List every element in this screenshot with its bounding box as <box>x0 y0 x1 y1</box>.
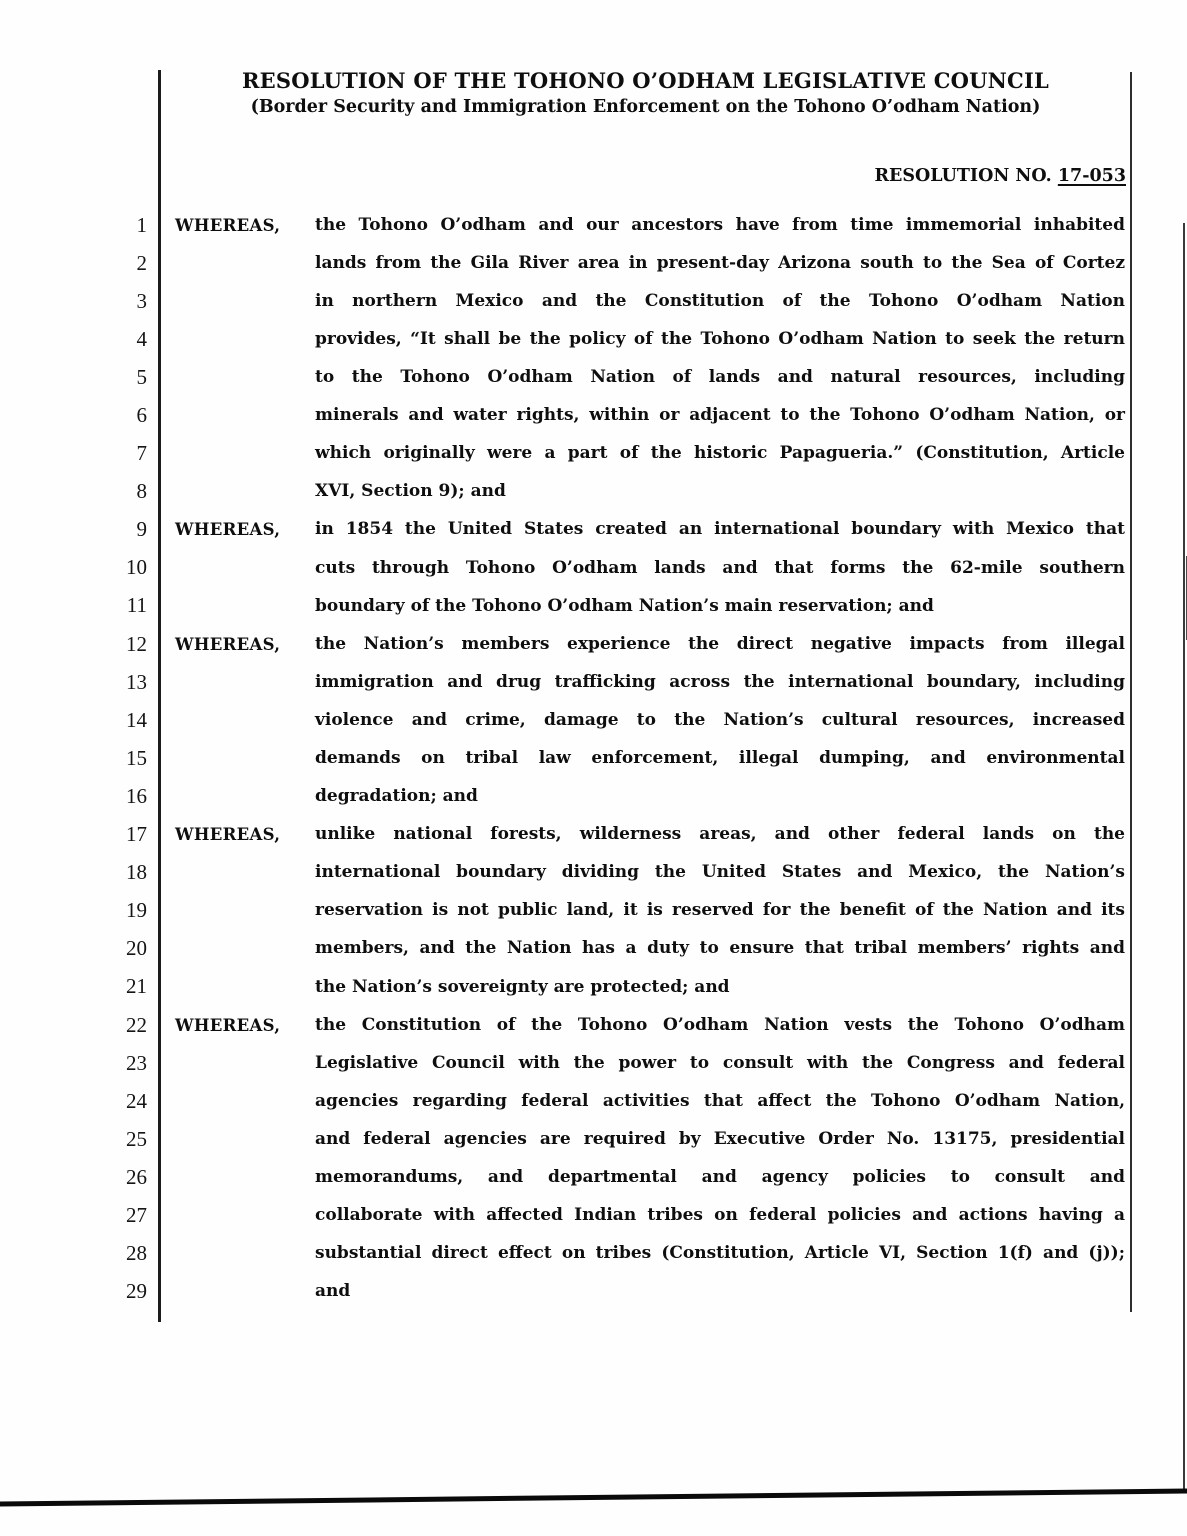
bottom-page-edge-line <box>0 1478 1187 1518</box>
resolution-number-value: 17-053 <box>1057 166 1126 186</box>
line-number: 8 <box>136 479 147 504</box>
line-text: violence and crime, damage to the Nation’s cultural resources, increased <box>315 709 1125 730</box>
document-line-row <box>0 1082 1187 1120</box>
line-text: degradation; and <box>315 786 478 807</box>
line-text: provides, “It shall be the policy of the Tohono O’odham Nation to seek the return <box>315 328 1125 349</box>
line-text: cuts through Tohono O’odham lands and that forms the 62-mile southern <box>315 557 1125 578</box>
line-number: 14 <box>126 707 147 732</box>
line-text: minerals and water rights, within or adjacent to the Tohono O’odham Nation, or <box>315 405 1125 426</box>
document-line-row <box>0 358 1187 396</box>
line-number: 27 <box>126 1202 147 1227</box>
line-text: reservation is not public land, it is reserved for the benefit of the Nation and its <box>315 900 1125 921</box>
line-text: Legislative Council with the power to consult with the Congress and federal <box>315 1052 1125 1073</box>
line-number: 12 <box>126 631 147 656</box>
whereas-label: WHEREAS, <box>175 634 281 654</box>
line-text: substantial direct effect on tribes (Constitution, Article VI, Section 1(f) and (j)); <box>315 1243 1125 1264</box>
document-line-row <box>0 663 1187 701</box>
line-text: agencies regarding federal activities that affect the Tohono O’odham Nation, <box>315 1090 1125 1111</box>
line-number: 11 <box>126 593 147 618</box>
line-number: 19 <box>126 898 147 923</box>
document-header <box>160 68 1131 117</box>
line-number: 5 <box>136 364 147 389</box>
document-line-row <box>0 320 1187 358</box>
line-text: immigration and drug trafficking across the international boundary, including <box>315 671 1125 692</box>
line-text: the Tohono O’odham and our ancestors have from time immemorial inhabited <box>315 214 1125 235</box>
document-line-row <box>0 1273 1187 1311</box>
line-number: 29 <box>126 1279 147 1304</box>
document-line-row <box>0 1044 1187 1082</box>
document-line-row <box>0 930 1187 968</box>
whereas-label: WHEREAS, <box>175 215 281 235</box>
document-line-row <box>0 549 1187 587</box>
line-number: 7 <box>136 441 147 466</box>
document-line-row <box>0 1235 1187 1273</box>
document-line-row <box>0 473 1187 511</box>
line-number: 16 <box>126 783 147 808</box>
document-line-row <box>0 1158 1187 1196</box>
line-number: 28 <box>126 1241 147 1266</box>
document-line-row <box>0 1120 1187 1158</box>
document-line-row <box>0 1006 1187 1044</box>
line-number: 3 <box>136 288 147 313</box>
resolution-number <box>875 166 1126 186</box>
line-number: 15 <box>126 745 147 770</box>
line-text: to the Tohono O’odham Nation of lands and natural resources, including <box>315 367 1125 388</box>
document-line-row <box>0 511 1187 549</box>
line-text: in northern Mexico and the Constitution of the Tohono O’odham Nation <box>315 290 1125 311</box>
document-line-row <box>0 587 1187 625</box>
line-text: international boundary dividing the United States and Mexico, the Nation’s <box>315 862 1125 883</box>
line-number: 21 <box>126 974 147 999</box>
document-line-row <box>0 816 1187 854</box>
line-text: XVI, Section 9); and <box>315 481 506 502</box>
document-line-row <box>0 625 1187 663</box>
line-number: 24 <box>126 1088 147 1113</box>
document-line-row <box>0 892 1187 930</box>
document-line-row <box>0 1196 1187 1234</box>
line-rows <box>0 206 1187 1311</box>
document-line-row <box>0 435 1187 473</box>
line-number: 10 <box>126 555 147 580</box>
line-text: collaborate with affected Indian tribes on federal policies and actions having a <box>315 1205 1125 1226</box>
line-text: the Nation’s members experience the direct negative impacts from illegal <box>315 633 1125 654</box>
line-text: and federal agencies are required by Executive Order No. 13175, presidential <box>315 1128 1125 1149</box>
line-number: 9 <box>136 517 147 542</box>
line-text: the Constitution of the Tohono O’odham Nation vests the Tohono O’odham <box>315 1014 1125 1035</box>
document-line-row <box>0 739 1187 777</box>
line-text: lands from the Gila River area in present-day Arizona south to the Sea of Cortez <box>315 252 1125 273</box>
line-text: which originally were a part of the historic Papagueria.” (Constitution, Article <box>315 443 1125 464</box>
line-number: 26 <box>126 1164 147 1189</box>
document-line-row <box>0 282 1187 320</box>
line-number: 6 <box>136 403 147 428</box>
line-number: 25 <box>126 1126 147 1151</box>
line-number: 22 <box>126 1012 147 1037</box>
document-line-row <box>0 854 1187 892</box>
document-line-row <box>0 701 1187 739</box>
document-line-row <box>0 968 1187 1006</box>
line-text: demands on tribal law enforcement, illegal dumping, and environmental <box>315 748 1125 769</box>
page-subtitle: (Border Security and Immigration Enforcement on the Tohono O’odham Nation) <box>250 97 1041 117</box>
line-number: 2 <box>136 250 147 275</box>
line-number: 4 <box>136 326 147 351</box>
resolution-number-label: RESOLUTION NO. <box>874 166 1052 186</box>
line-text: in 1854 the United States created an international boundary with Mexico that <box>315 519 1125 540</box>
document-line-row <box>0 777 1187 815</box>
line-text: the Nation’s sovereignty are protected; and <box>315 976 730 997</box>
whereas-label: WHEREAS, <box>175 1015 281 1035</box>
page-title: RESOLUTION OF THE TOHONO O’ODHAM LEGISLATIVE COUNCIL <box>242 68 1049 93</box>
line-number: 13 <box>126 669 147 694</box>
line-text: boundary of the Tohono O’odham Nation’s main reservation; and <box>315 595 934 616</box>
line-number: 18 <box>126 860 147 885</box>
line-text: unlike national forests, wilderness areas, and other federal lands on the <box>315 824 1125 845</box>
document-line-row <box>0 244 1187 282</box>
line-text: memorandums, and departmental and agency policies to consult and <box>315 1167 1125 1188</box>
line-number: 20 <box>126 936 147 961</box>
line-number: 17 <box>126 822 147 847</box>
whereas-label: WHEREAS, <box>175 520 281 540</box>
line-number: 23 <box>126 1050 147 1075</box>
whereas-label: WHEREAS, <box>175 825 281 845</box>
line-text: members, and the Nation has a duty to ensure that tribal members’ rights and <box>315 938 1125 959</box>
line-text: and <box>315 1281 351 1302</box>
document-line-row <box>0 206 1187 244</box>
document-line-row <box>0 396 1187 434</box>
line-number: 1 <box>136 212 147 237</box>
